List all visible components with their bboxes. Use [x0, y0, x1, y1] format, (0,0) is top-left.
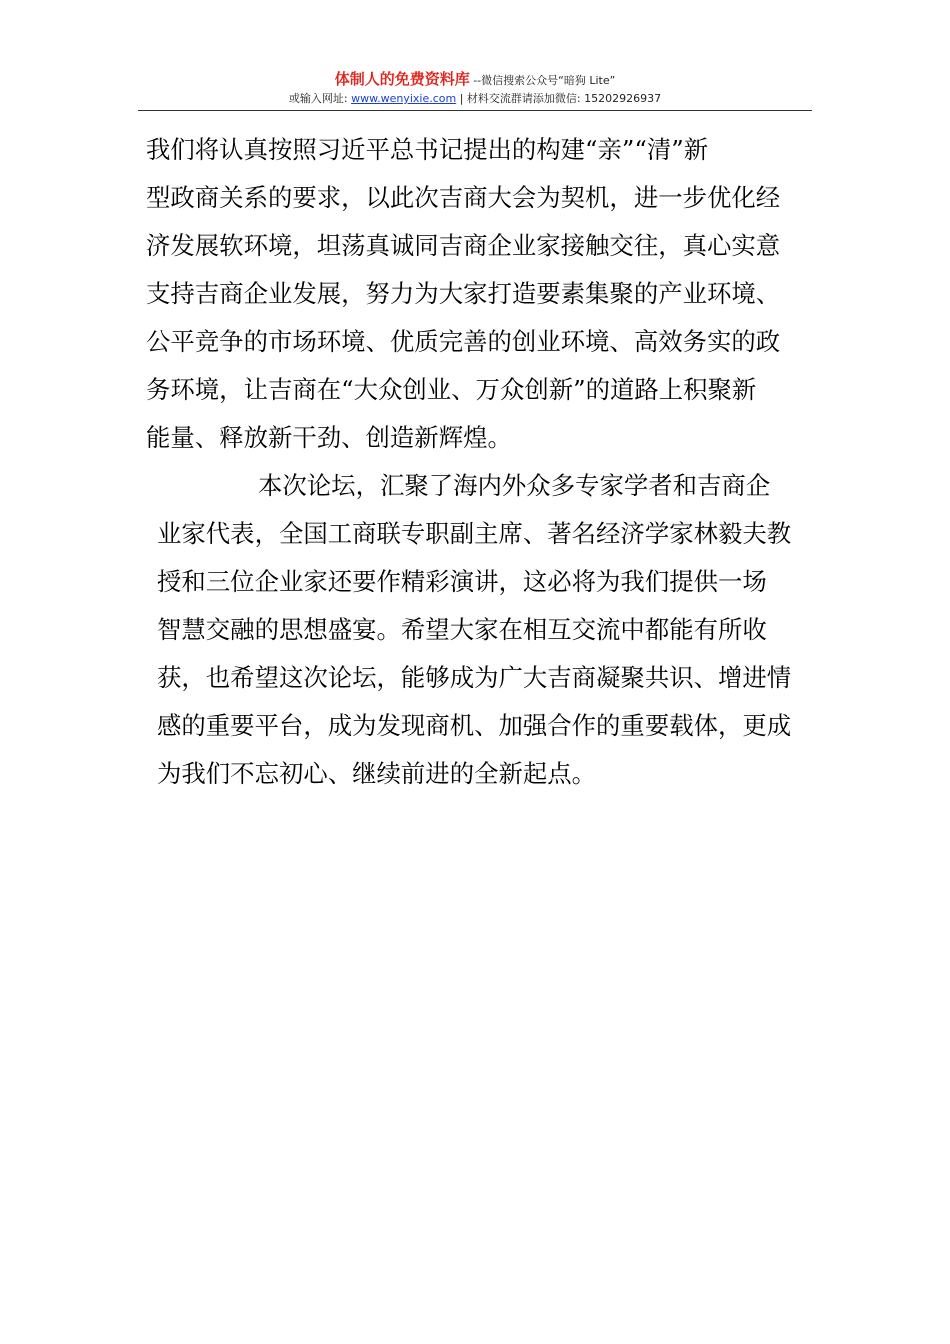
paragraph-1	[146, 126, 810, 462]
paragraph-2	[146, 462, 810, 798]
text-line: 公平竞争的市场环境、优质完善的创业环境、高效务实的政	[146, 327, 781, 356]
text-line: 获，也希望这次论坛，能够成为广大吉商凝聚共识、增进情	[157, 663, 792, 692]
url-suffix: | 材料交流群请添加微信: 15202926937	[456, 92, 662, 105]
header-divider	[138, 110, 812, 111]
page-header	[138, 68, 812, 108]
header-line-1	[138, 68, 812, 90]
header-line-2	[138, 90, 812, 108]
header-title: 体制人的免费资料库	[334, 70, 470, 88]
text-line: 智慧交融的思想盛宴。希望大家在相互交流中都能有所收	[157, 615, 767, 644]
text-line: 型政商关系的要求，以此次吉商大会为契机，进一步优化经	[146, 183, 781, 212]
text-line: 本次论坛，汇聚了海内外众多专家学者和吉商企	[258, 471, 771, 500]
text-line: 济发展软环境，坦荡真诚同吉商企业家接触交往，真心实意	[146, 231, 781, 260]
body-text	[146, 126, 810, 798]
website-link[interactable]: www.wenyixie.com	[351, 92, 457, 105]
text-line: 为我们不忘初心、继续前进的全新起点。	[157, 759, 597, 788]
text-line: 能量、释放新干劲、创造新辉煌。	[146, 423, 512, 452]
url-prefix: 或输入网址:	[288, 92, 352, 105]
text-line: 务环境，让吉商在“大众创业、万众创新”的道路上积聚新	[146, 375, 757, 404]
text-line: 支持吉商企业发展，努力为大家打造要素集聚的产业环境、	[146, 279, 781, 308]
text-line: 感的重要平台，成为发现商机、加强合作的重要载体，更成	[157, 711, 792, 740]
text-line: 我们将认真按照习近平总书记提出的构建“亲”“清”新	[146, 135, 709, 164]
text-line: 业家代表，全国工商联专职副主席、著名经济学家林毅夫教	[157, 519, 792, 548]
text-line: 授和三位企业家还要作精彩演讲，这必将为我们提供一场	[157, 567, 767, 596]
header-subtitle: --微信搜索公众号“暗狗 Lite”	[469, 74, 616, 87]
